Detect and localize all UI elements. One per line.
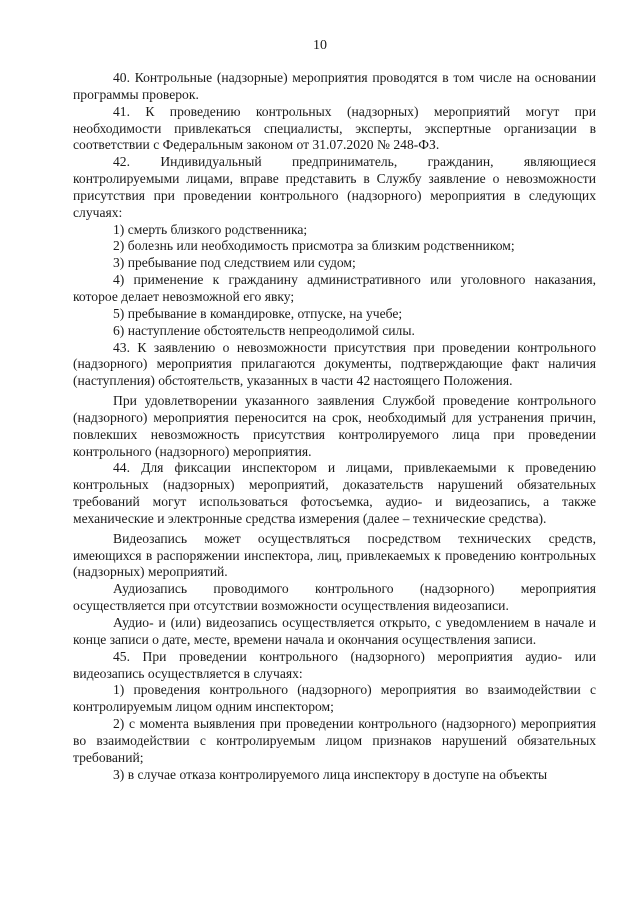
paragraph-44-audio: Аудиозапись проводимого контрольного (надзорного) мероприятия осуществляется при отсутствии возможности осуществления видеозаписи. xyxy=(73,581,596,614)
list-item-42-1: 1) смерть близкого родственника; xyxy=(113,221,308,237)
list-item-42-3: 3) пребывание под следствием или судом; xyxy=(113,255,356,271)
paragraph-42: 42. Индивидуальный предприниматель, гражданин, являющиеся контролируемыми лицами, вправе представить в Службу заявление о невозможности присутствия при проведении контрольного (надзорного) мероприятия в следующих случаях: xyxy=(73,154,596,220)
page-number: 10 xyxy=(313,38,327,53)
list-item-45-3: 3) в случае отказа контролируемого лица инспектору в доступе на объекты xyxy=(113,766,548,782)
list-item-45-1: 1) проведения контрольного (надзорного) мероприятия во взаимодействии с контролируемым лицом одним инспектором; xyxy=(73,682,596,715)
paragraph-43-continuation: При удовлетворении указанного заявления Службой проведение контрольного (надзорного) мероприятия переносится на срок, необходимый для устранения причин, повлекших невозможность присутствия контролируемого лица при проведении контрольного (надзорного) мероприятия. xyxy=(73,393,596,459)
paragraph-44-video: Видеозапись может осуществляться посредством технических средств, имеющихся в распоряжении инспектора, лиц, привлекаемых к проведению контрольных (надзорных) мероприятий. xyxy=(73,530,596,580)
paragraph-43: 43. К заявлению о невозможности присутствия при проведении контрольного (надзорного) мероприятия прилагаются документы, подтверждающие факт наличия (наступления) обстоятельств, указанных в части 42 настоящего Положения. xyxy=(73,339,596,389)
list-item-45-2: 2) с момента выявления при проведении контрольного (надзорного) мероприятия во взаимодействии с контролируемым лицом признаков нарушений обязательных требований; xyxy=(73,716,596,765)
paragraph-45: 45. При проведении контрольного (надзорного) мероприятия аудио- или видеозапись осуществляется в случаях: xyxy=(73,648,596,681)
paragraph-44: 44. Для фиксации инспектором и лицами, привлекаемыми к проведению контрольных (надзорных) мероприятий, доказательств нарушений обязательных требований могут использоваться фотосъемка, аудио- и видеозапись, а также механические и электронные средства измерения (далее – технические средства). xyxy=(73,460,596,526)
list-item-42-5: 5) пребывание в командировке, отпуске, на учебе; xyxy=(113,305,403,321)
list-item-42-2: 2) болезнь или необходимость присмотра за близким родственником; xyxy=(113,238,515,254)
list-item-42-6: 6) наступление обстоятельств непреодолимой силы. xyxy=(113,322,415,338)
document-body xyxy=(73,70,596,783)
paragraph-41: 41. К проведению контрольных (надзорных) мероприятий могут при необходимости привлекаться специалисты, эксперты, экспертные организации в соответствии с Федеральным законом от 31.07.2020 № 248-ФЗ. xyxy=(73,103,596,153)
paragraph-44-recording: Аудио- и (или) видеозапись осуществляется открыто, с уведомлением в начале и конце записи о дате, месте, времени начала и окончания осуществления записи. xyxy=(73,615,596,647)
paragraph-40: 40. Контрольные (надзорные) мероприятия проводятся в том числе на основании программы проверок. xyxy=(73,70,596,102)
list-item-42-4: 4) применение к гражданину административного или уголовного наказания, которое делает невозможной его явку; xyxy=(73,272,596,304)
